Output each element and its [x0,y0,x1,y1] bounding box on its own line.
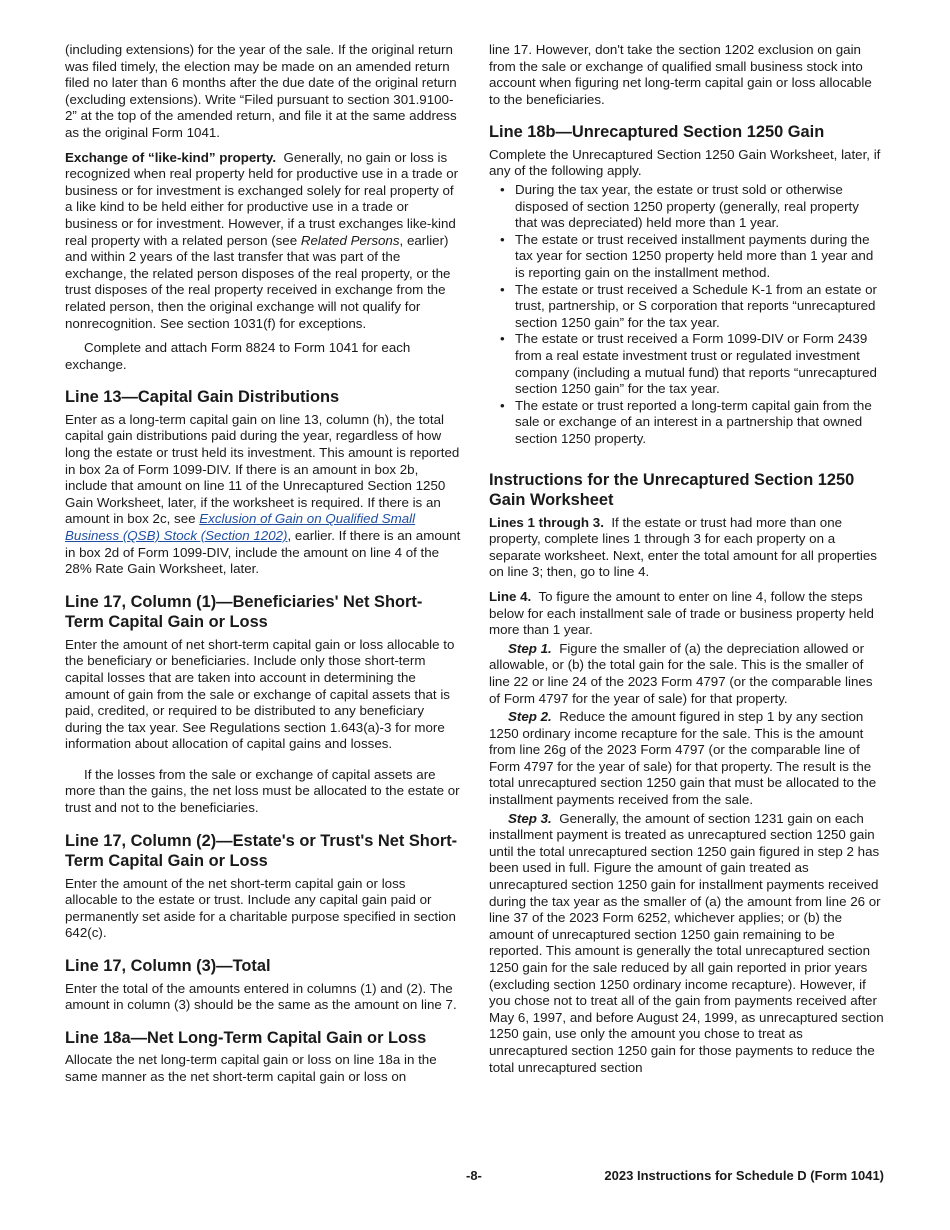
left-column [65,42,461,1093]
like-kind-text-a: Generally, no gain or loss is recognized when real property held for productive use in a trade or business or for investment is exchanged solely for real property of a like kind to be held either for productive use in a trade or business or for investment. However, if a trust exchanges like-kind real property with a related person (see [65,149,459,248]
step-1-label: Step 1. [508,640,552,656]
list-item: • The estate or trust received a Form 1099-DIV or Form 2439 from a real estate investment trust or regulated investment company (including a mutual fund) that reports “unrecaptured section 1250 gain” for the tax year. [500,331,877,397]
heading-line-17-col-1: Line 17, Column (1)—Beneficiaries' Net Short-Term Capital Gain or Loss [65,592,423,632]
list-item: • The estate or trust received a Schedule K-1 from an estate or trust, partnership, or S corporation that reports “unrecaptured section 1250 gain” for the tax year. [500,281,877,330]
right-column [489,42,884,1078]
heading-line-18b: Line 18b—Unrecaptured Section 1250 Gain [489,123,825,142]
paragraph-step-3: Step 3. Generally, the amount of section 1231 gain on each installment payment is treated as unrecaptured section 1250 gain until the total unrecaptured section 1250 gain figured in step 2 has been used in full. Figure the amount of gain treated as unrecaptured section 1250 gain for installment payments received during the tax year as the smaller of (a) the amount from line 26 or line 37 of the 2023 Form 6252, whichever applies; or (b) the amount of unrecaptured section 1250 gain remaining to be reported. This amount is generally the total unrecaptured section 1250 gain for the sale reduced by all gain reported in prior years (excluding section 1250 ordinary income recapture). However, if you chose not to treat all of the gain from payments received after May 6, 1997, and before August 24, 1999, as unrecaptured section 1250 gain, use only the amount you chose to treat as unrecaptured section 1250 gain for those payments to reduce the total unrecaptured section [489,810,884,1075]
paragraph-line-18b-intro: Complete the Unrecaptured Section 1250 Gain Worksheet, later, if any of the following apply. [489,146,881,179]
list-item: • During the tax year, the estate or trust sold or otherwise disposed of section 1250 property (generally, real property that was depreciated) held more than 1 year. [500,182,859,231]
list-item: • The estate or trust reported a long-term capital gain from the sale or exchange of an interest in a partnership that owned section 1250 property. [500,397,872,446]
paragraph-lines-1-3: Lines 1 through 3. If the estate or trust had more than one property, complete lines 1 through 3 for each property on a separate worksheet. Next, enter the total amount for all properties on line 3; then, go to line 4. [489,514,877,580]
paragraph-line-17-losses: If the losses from the sale or exchange of capital assets are more than the gains, the net loss must be allocated to the estate or trust and not to the beneficiaries. [65,766,460,816]
line13-text-b: , earlier. If there is an amount in box 2d of Form 1099-DIV, include the amount on line 4 of the 28% Rate Gain Worksheet, later. [65,527,461,577]
paragraph-step-2: Step 2. Reduce the amount figured in step 1 by any section 1250 ordinary income recapture for the sale. This is the amount from line 26g of the 2023 Form 4797 (or the comparable line of Form 4797 for the year of sale) for that property. The result is the total unrecaptured section 1250 gain that must be allocated to the installment payments received from the sale. [489,709,877,808]
paragraph-like-kind [65,150,461,333]
paragraph-election-cont: (including extensions) for the year of the sale. If the original return was filed timely, the election may be made on an amended return filed no later than 6 months after the due date of the original return (excluding extensions). Write “Filed pursuant to section 301.9100-2” at the top of the amended return, and file it at the same address as the original Form 1041. [65,42,457,140]
like-kind-text-b: , earlier) and within 2 years of the last transfer that was part of the exchange, the related person disposes of the real property, or the trust disposes of the real property received in exchange from the related person, then the original exchange will not qualify for nonrecognition. See section 1031(f) for exceptions. [65,232,451,331]
run-in-head-line-4: Line 4. [489,588,532,604]
step-3-label: Step 3. [508,810,552,826]
heading-line-17-col-3: Line 17, Column (3)—Total [65,957,271,976]
heading-line-18a: Line 18a—Net Long-Term Capital Gain or Loss [65,1028,427,1047]
bullet-list-1250 [489,182,884,448]
page-number: -8- [466,1168,482,1183]
paragraph-line-18a: Allocate the net long-term capital gain or loss on line 18a in the same manner as the net short-term capital gain or loss on [65,1052,437,1084]
paragraph-step-1: Step 1. Figure the smaller of (a) the depreciation allowed or allowable, or (b) the total gain for the sale. This is the smaller of line 22 or line 24 of the 2023 Form 4797 (or the comparable lines of Form 4797 for the year of sale) for that property. [489,640,873,706]
line13-text-a: Enter as a long-term capital gain on line 13, column (h), the total capital gain distributions paid during the year, regardless of how long the estate or trust held its investment. This amount is reported in box 2a of Form 1099-DIV. If there is an amount in box 2b, include that amount on line 11 of the Unrecaptured Section 1250 Gain Worksheet, later, if the worksheet is required. If there is an amount in box 2c, see [65,411,460,527]
paragraph-line-17-col-2: Enter the amount of the net short-term capital gain or loss allocable to the estate or trust. Include any capital gain paid or permanently set aside for a charitable purpose specified in section 642(c). [65,875,456,941]
step-2-label: Step 2. [508,709,552,725]
paragraph-line-17-col-3: Enter the total of the amounts entered in columns (1) and (2). The amount in column (3) should be the same as the amount on line 7. [65,980,457,1013]
footer-document-title: 2023 Instructions for Schedule D (Form 1041) [604,1168,884,1183]
paragraph-line-17-cont: line 17. However, don't take the section 1202 exclusion on gain from the sale or exchange of qualified small business stock into account when figuring net long-term capital gain or loss allocable to the beneficiaries. [489,42,872,107]
paragraph-line-13 [65,412,461,578]
paragraph-line-17-col-1: Enter the amount of net short-term capital gain or loss allocable to the beneficiary or beneficiaries. Include only those short-term capital losses that are taken into account in determining the amount of gain from the sale or exchange of capital assets that is paid, credited, or required to be distributed to any beneficiary during the tax year. See Regulations section 1.643(a)-3 for more information about allocation of capital gains and losses. [65,636,455,752]
related-persons-ref: Related Persons [300,232,400,248]
bullet-icon: • [500,397,505,413]
paragraph-form-8824: Complete and attach Form 8824 to Form 1041 for each exchange. [65,340,411,372]
bullet-icon: • [500,281,505,297]
run-in-head-like-kind: Exchange of “like-kind” property. [65,149,277,165]
heading-line-17-col-2: Line 17, Column (2)—Estate's or Trust's Net Short-Term Capital Gain or Loss [65,831,458,871]
bullet-icon: • [500,331,505,347]
run-in-head-lines-1-3: Lines 1 through 3. [489,514,604,530]
qsb-stock-link[interactable]: Exclusion of Gain on Qualified Small Business (QSB) Stock (Section 1202) [65,511,416,543]
heading-worksheet-instructions: Instructions for the Unrecaptured Section 1250 Gain Worksheet [489,470,855,510]
bullet-icon: • [500,182,505,198]
paragraph-line-4: Line 4. To figure the amount to enter on line 4, follow the steps below for each installment sale of trade or business property held more than 1 year. [489,588,874,638]
heading-line-13: Line 13—Capital Gain Distributions [65,388,340,407]
list-item: • The estate or trust received installment payments during the tax year for section 1250 property held more than 1 year and is reporting gain on the installment method. [500,231,874,281]
bullet-icon: • [500,231,505,247]
